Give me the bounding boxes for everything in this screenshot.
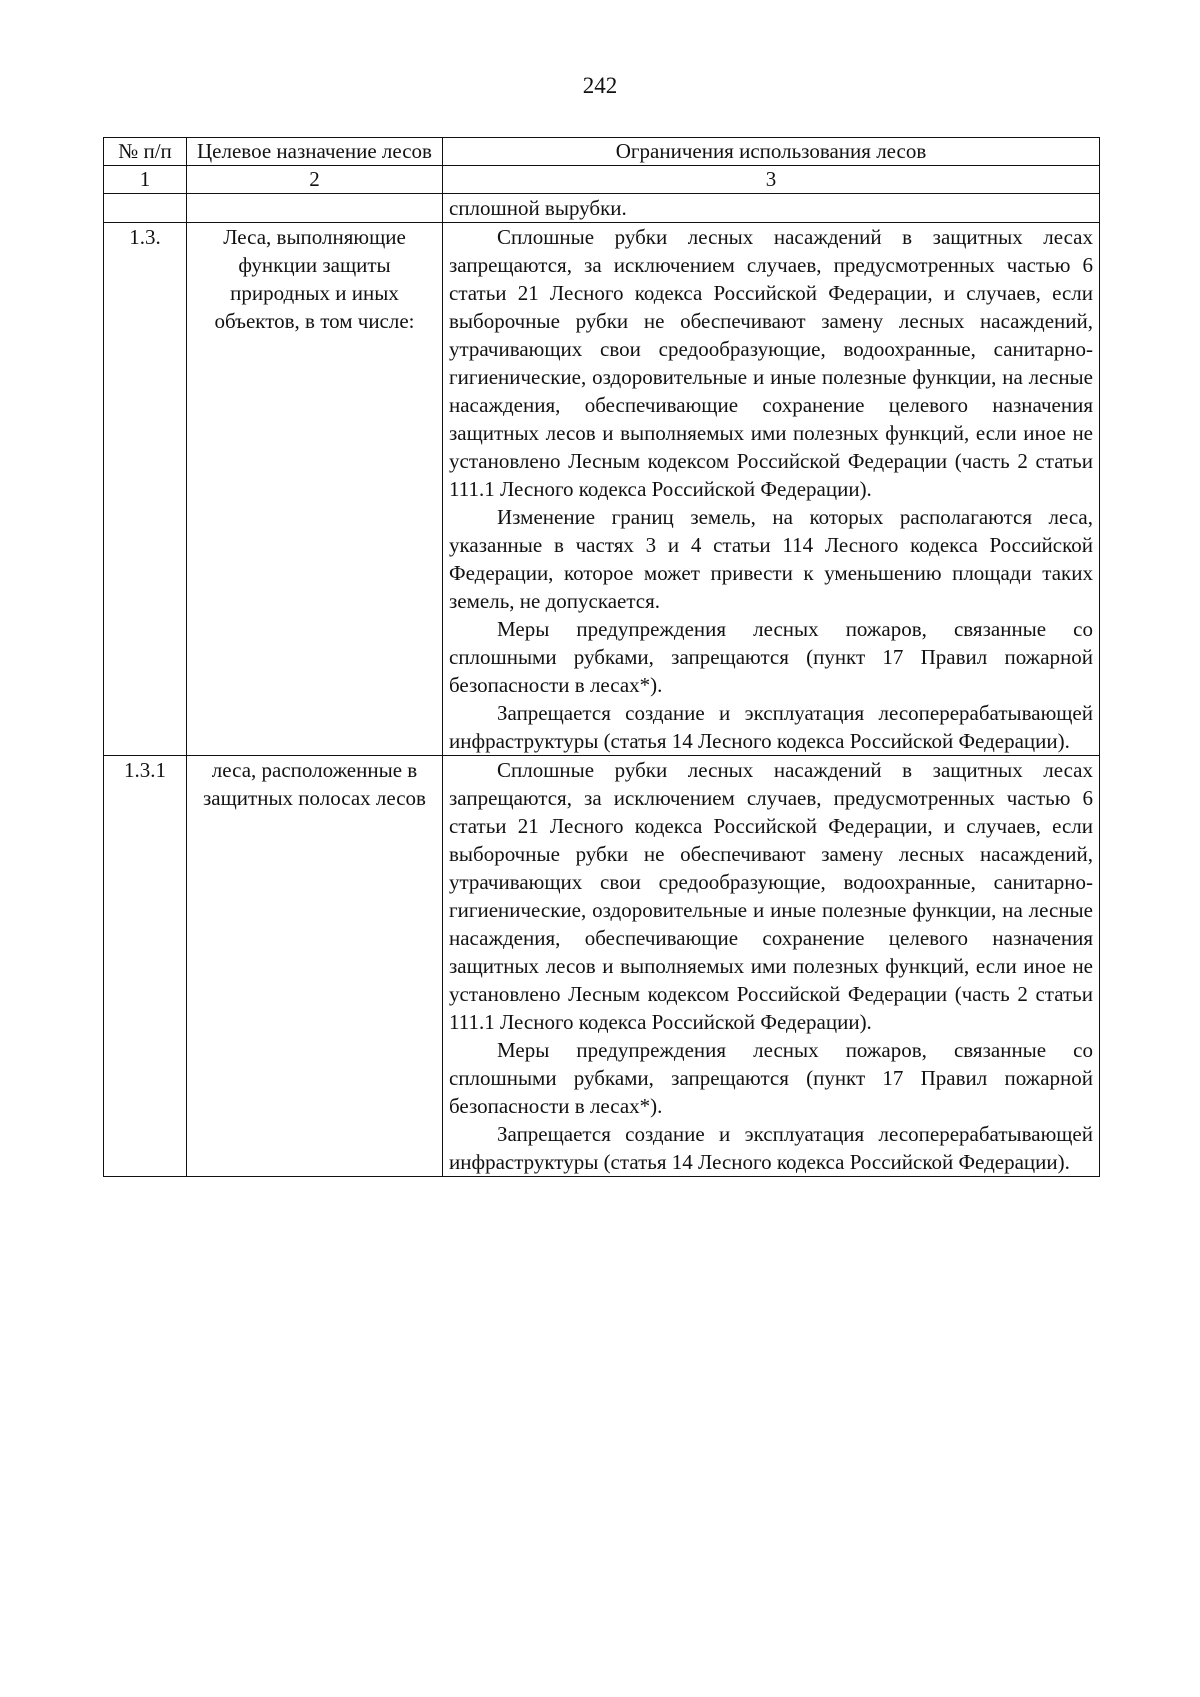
forest-restrictions-table	[103, 137, 1100, 1177]
restriction-paragraph: Меры предупреждения лесных пожаров, связанные со сплошными рубками, запрещаются (пункт 17 Правил пожарной безопасности в лесах*).	[449, 617, 1093, 697]
row-purpose: леса, расположенные в защитных полосах лесов	[187, 756, 443, 1177]
header-purpose: Целевое назначение лесов	[187, 138, 443, 166]
column-number: 2	[187, 166, 443, 194]
row-purpose: Леса, выполняющие функции защиты природных и иных объектов, в том числе:	[187, 223, 443, 756]
table-header-row	[104, 138, 1100, 166]
column-numbers-row	[104, 166, 1100, 194]
continuation-cell	[443, 194, 1100, 223]
page-number: 242	[582, 73, 618, 98]
header-number: № п/п	[104, 138, 187, 166]
continuation-text: сплошной вырубки.	[449, 196, 627, 220]
row-number: 1.3.1	[104, 756, 187, 1177]
empty-cell	[104, 194, 187, 223]
row-restrictions	[443, 223, 1100, 756]
header-restrictions: Ограничения использования лесов	[443, 138, 1100, 166]
row-restrictions	[443, 756, 1100, 1177]
restriction-paragraph: Запрещается создание и эксплуатация лесоперерабатывающей инфраструктуры (статья 14 Лесного кодекса Российской Федерации).	[449, 1122, 1093, 1174]
restriction-paragraph: Запрещается создание и эксплуатация лесоперерабатывающей инфраструктуры (статья 14 Лесного кодекса Российской Федерации).	[449, 701, 1093, 753]
continuation-row	[104, 194, 1100, 223]
column-number: 3	[443, 166, 1100, 194]
table-row	[104, 756, 1100, 1177]
empty-cell	[187, 194, 443, 223]
column-number: 1	[104, 166, 187, 194]
restriction-paragraph: Изменение границ земель, на которых располагаются леса, указанные в частях 3 и 4 статьи 114 Лесного кодекса Российской Федерации, которое может привести к уменьшению площади таких земель, не допускается.	[449, 505, 1093, 613]
table-row	[104, 223, 1100, 756]
restriction-paragraph: Сплошные рубки лесных насаждений в защитных лесах запрещаются, за исключением случаев, предусмотренных частью 6 статьи 21 Лесного кодекса Российской Федерации, и случаев, если выборочные рубки не обеспечивают замену лесных насаждений, утрачивающих свои средообразующие, водоохранные, санитарно-гигиенические, оздоровительные и иные полезные функции, на лесные насаждения, обеспечивающие сохранение целевого назначения защитных лесов и выполняемых ими полезных функций, если иное не установлено Лесным кодексом Российской Федерации (часть 2 статьи 111.1 Лесного кодекса Российской Федерации).	[449, 225, 1093, 501]
row-number: 1.3.	[104, 223, 187, 756]
restriction-paragraph: Меры предупреждения лесных пожаров, связанные со сплошными рубками, запрещаются (пункт 17 Правил пожарной безопасности в лесах*).	[449, 1038, 1093, 1118]
restriction-paragraph: Сплошные рубки лесных насаждений в защитных лесах запрещаются, за исключением случаев, предусмотренных частью 6 статьи 21 Лесного кодекса Российской Федерации, и случаев, если выборочные рубки не обеспечивают замену лесных насаждений, утрачивающих свои средообразующие, водоохранные, санитарно-гигиенические, оздоровительные и иные полезные функции, на лесные насаждения, обеспечивающие сохранение целевого назначения защитных лесов и выполняемых ими полезных функций, если иное не установлено Лесным кодексом Российской Федерации (часть 2 статьи 111.1 Лесного кодекса Российской Федерации).	[449, 758, 1093, 1034]
